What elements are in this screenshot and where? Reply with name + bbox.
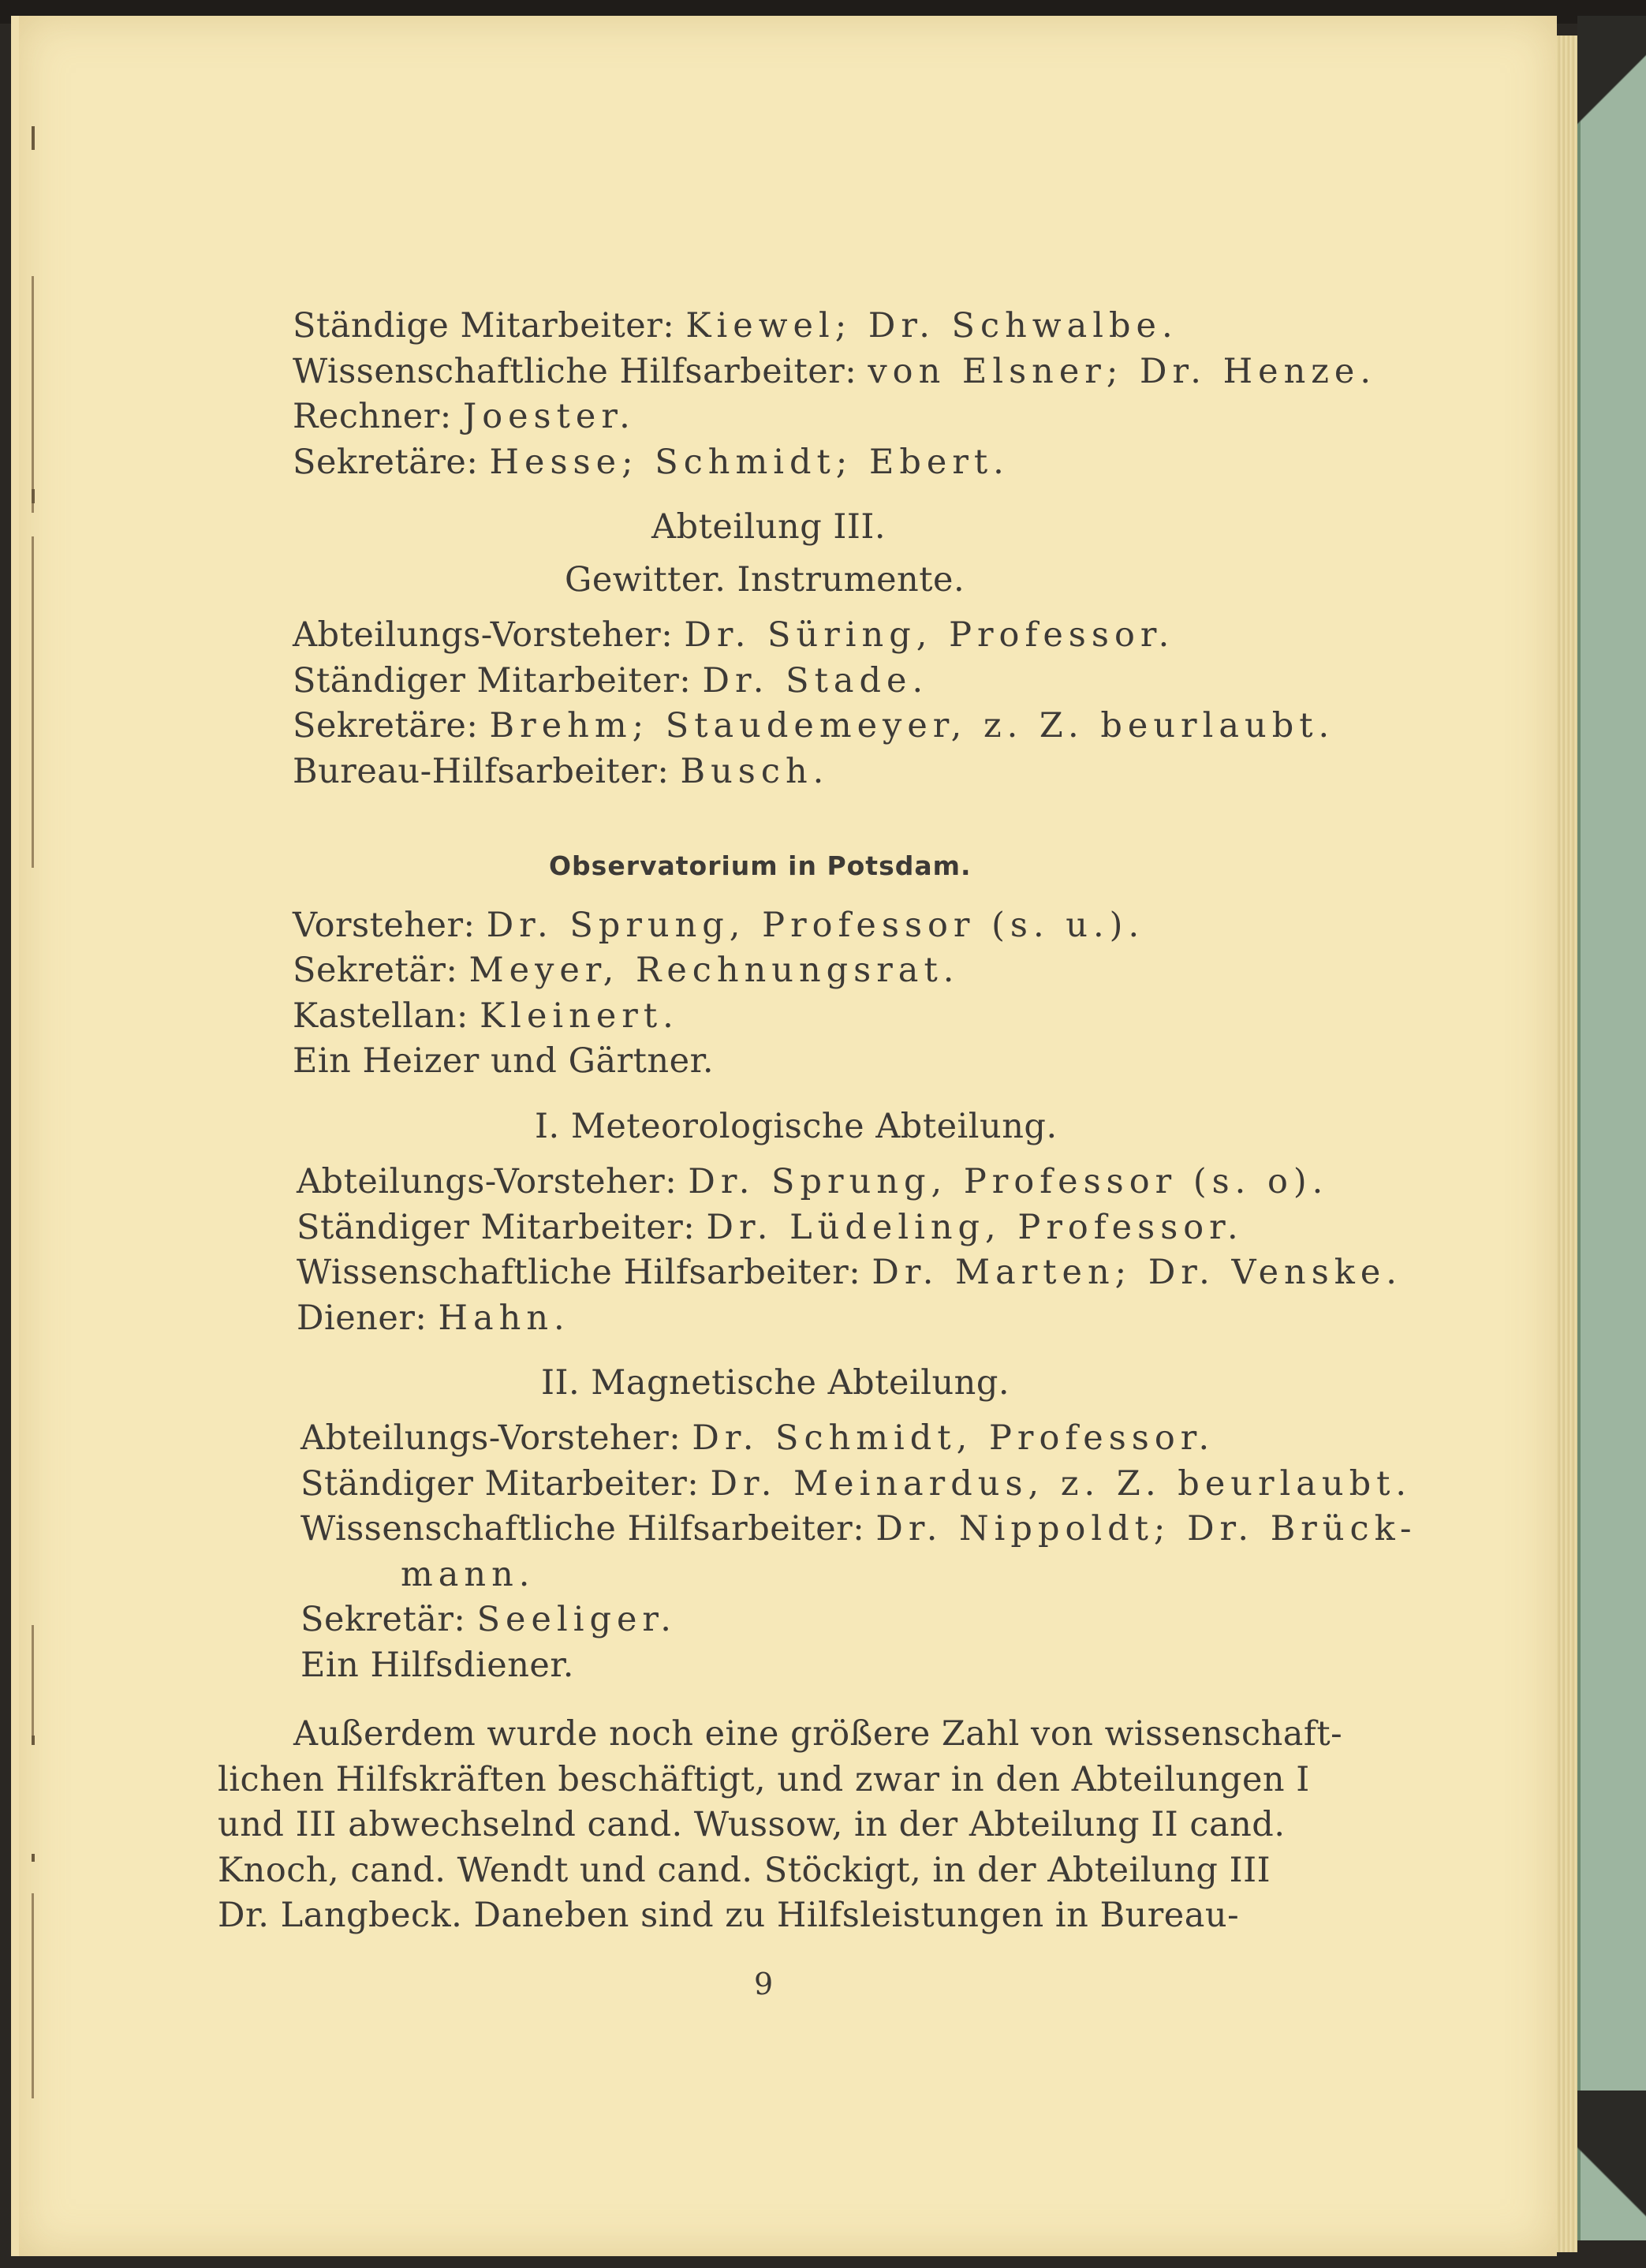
staff-line: Vorsteher: Dr. Sprung, Professor (s. u.).	[293, 906, 1145, 945]
staff-line: Wissenschaftliche Hilfsarbeiter: Dr. Nippoldt; Dr. Brück-	[300, 1509, 1417, 1549]
staff-line: Sekretäre: Brehm; Staudemeyer, z. Z. beurlaubt.	[293, 706, 1335, 745]
paragraph-line: Dr. Langbeck. Daneben sind zu Hilfsleistungen in Bureau-	[218, 1896, 1240, 1935]
staff-line: Sekretär: Seeliger.	[300, 1600, 677, 1639]
section-title: I. Meteorologische Abteilung.	[535, 1107, 1058, 1146]
staff-line: Ständige Mitarbeiter: Kiewel; Dr. Schwalbe.	[293, 306, 1178, 346]
paragraph-line: und III abwechselnd cand. Wussow, in der Abteilung II cand.	[218, 1805, 1286, 1844]
staff-line: Bureau-Hilfsarbeiter: Busch.	[293, 752, 830, 791]
binding-marks	[32, 126, 43, 2098]
staff-line: Abteilungs-Vorsteher: Dr. Süring, Professor.	[293, 615, 1175, 655]
staff-line: Kastellan: Kleinert.	[293, 996, 679, 1036]
staff-line: Abteilungs-Vorsteher: Dr. Sprung, Professor (s. o).	[297, 1162, 1329, 1201]
staff-line: Diener: Hahn.	[297, 1298, 570, 1338]
section-title: II. Magnetische Abteilung.	[541, 1363, 1010, 1403]
staff-line: Wissenschaftliche Hilfsarbeiter: Dr. Marten; Dr. Venske.	[297, 1253, 1402, 1292]
staff-line: Sekretär: Meyer, Rechnungsrat.	[293, 951, 960, 990]
cover-corner-bottom	[1577, 2091, 1646, 2248]
staff-line: Abteilungs-Vorsteher: Dr. Schmidt, Professor.	[300, 1418, 1215, 1458]
staff-line: Ständiger Mitarbeiter: Dr. Stade.	[293, 661, 929, 701]
staff-line: Ein Heizer und Gärtner.	[293, 1041, 715, 1081]
paragraph-line: Knoch, cand. Wendt und cand. Stöckigt, in der Abteilung III	[218, 1851, 1271, 1890]
institution-heading: Observatorium in Potsdam.	[549, 850, 972, 881]
staff-line: Sekretäre: Hesse; Schmidt; Ebert.	[293, 443, 1010, 482]
staff-line: Ein Hilfsdiener.	[300, 1646, 574, 1685]
section-title: Abteilung III.	[651, 507, 886, 547]
staff-line: Rechner: Joester.	[293, 397, 636, 436]
staff-line: Ständiger Mitarbeiter: Dr. Meinardus, z. Z. beurlaubt.	[300, 1464, 1413, 1504]
staff-line-continuation: mann.	[401, 1555, 536, 1594]
cover-corner-top	[1577, 16, 1646, 142]
page-number: 9	[754, 1967, 774, 2001]
staff-line: Ständiger Mitarbeiter: Dr. Lüdeling, Professor.	[297, 1208, 1244, 1247]
book-cover-board	[1577, 47, 1646, 2240]
section-subtitle: Gewitter. Instrumente.	[565, 560, 965, 600]
paragraph-line: Außerdem wurde noch eine größere Zahl von wissenschaft-	[293, 1714, 1343, 1754]
staff-line: Wissenschaftliche Hilfsarbeiter: von Elsner; Dr. Henze.	[293, 352, 1377, 391]
paragraph-line: lichen Hilfskräften beschäftigt, und zwar in den Abteilungen I	[218, 1760, 1310, 1799]
